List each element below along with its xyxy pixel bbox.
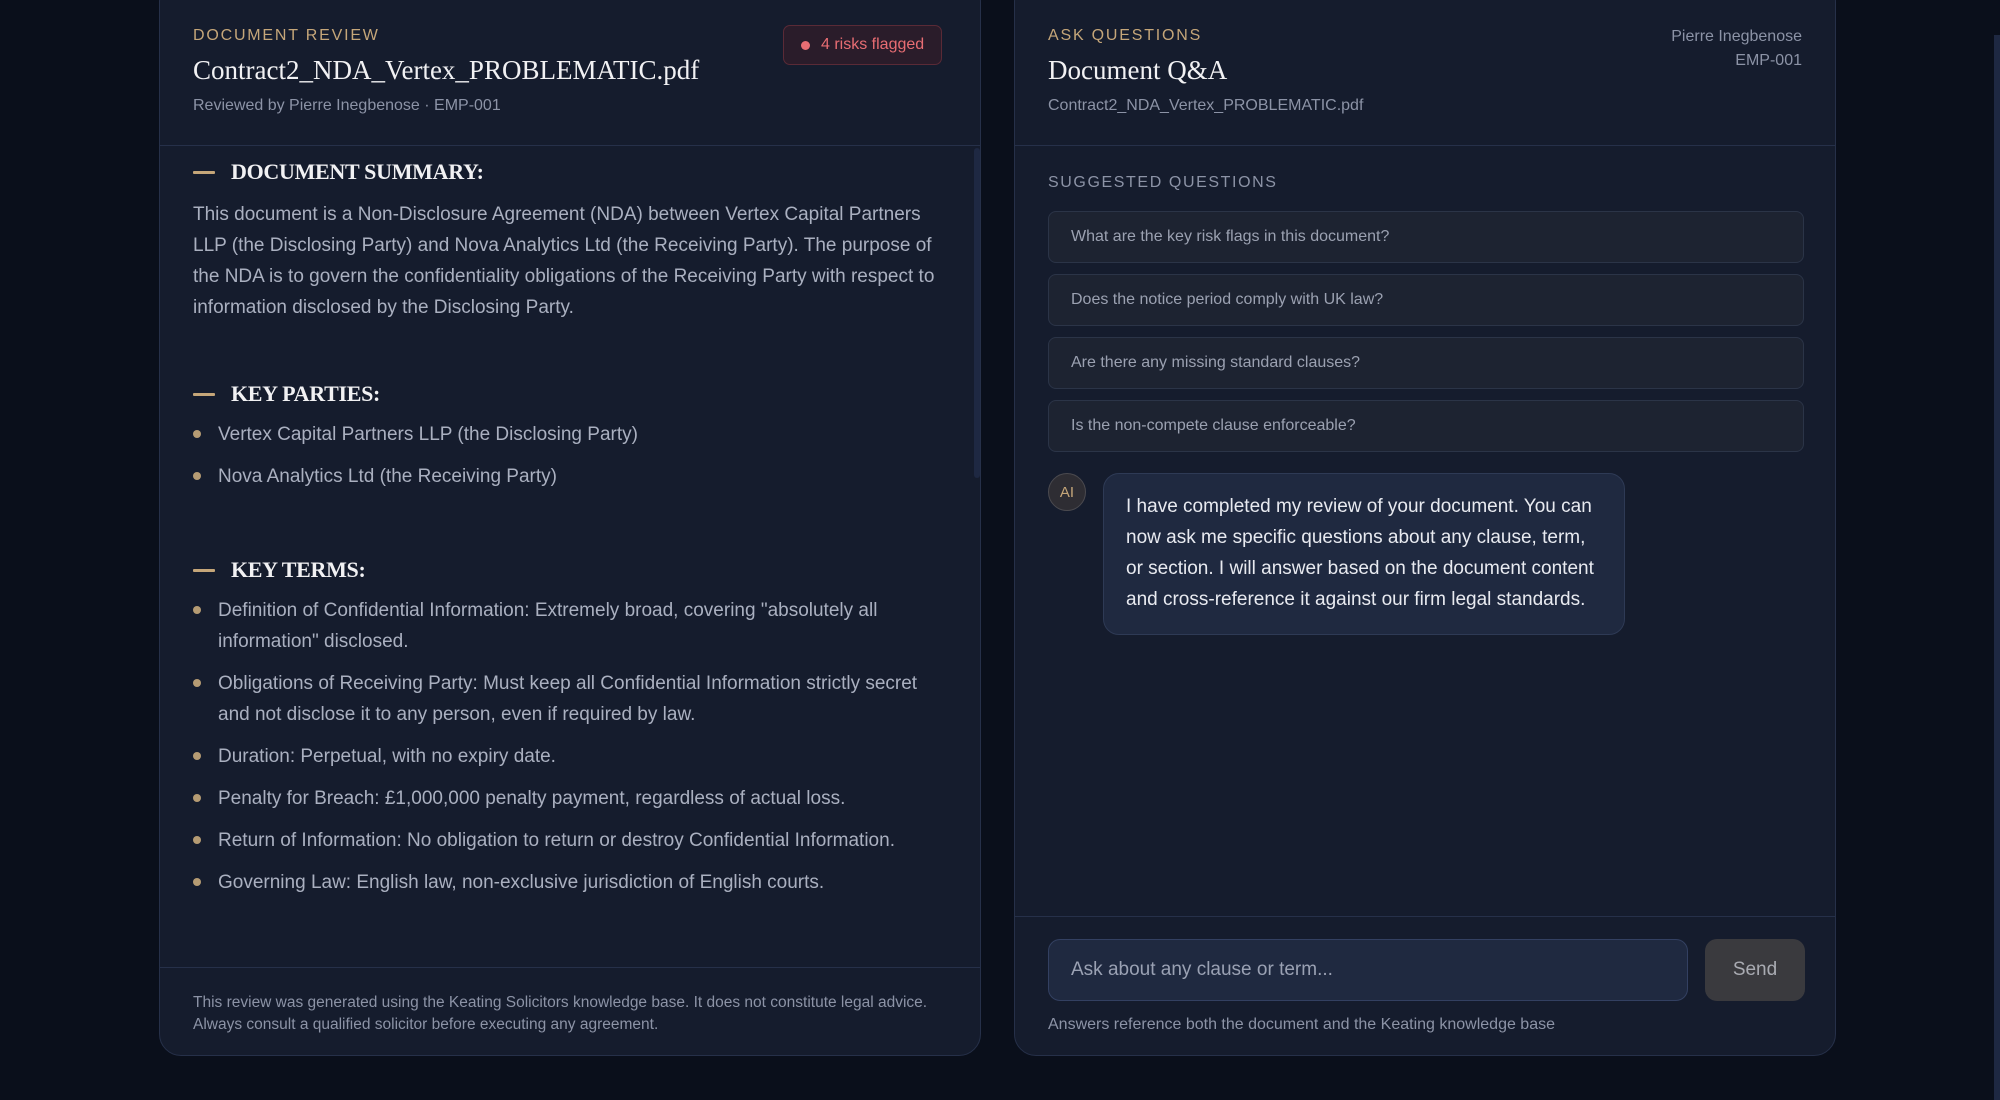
qa-header — [1015, 0, 1835, 146]
message-bubble: I have completed my review of your document. You can now ask me specific questions about any clause, term, or section. I will answer based on the document content and cross-reference it against our firm legal standards. — [1103, 473, 1625, 635]
risk-badge-label: 4 risks flagged — [821, 36, 925, 53]
list-item — [193, 867, 953, 898]
terms-list — [193, 595, 953, 898]
bullet-icon — [193, 430, 201, 438]
section-title: KEY PARTIES: — [231, 381, 381, 406]
reviewed-by: Reviewed by Pierre Inegbenose · EMP-001 — [193, 97, 501, 114]
qa-document-name: Contract2_NDA_Vertex_PROBLEMATIC.pdf — [1048, 97, 1364, 114]
list-item-text: Penalty for Breach: £1,000,000 penalty payment, regardless of actual loss. — [218, 788, 846, 809]
risk-badge — [783, 25, 942, 65]
suggested-questions-label: SUGGESTED QUESTIONS — [1048, 174, 1278, 191]
list-item-text: Obligations of Receiving Party: Must keep all Confidential Information strictly secret and not disclose it to any person, even if required by law. — [218, 673, 918, 725]
list-item-text: Return of Information: No obligation to return or destroy Confidential Information. — [218, 830, 895, 851]
bullet-icon — [193, 679, 201, 687]
section-parties — [193, 379, 953, 503]
composer-note: Answers reference both the document and the Keating knowledge base — [1048, 1016, 1555, 1033]
suggested-question-button[interactable]: Are there any missing standard clauses? — [1048, 337, 1804, 389]
document-title: Contract2_NDA_Vertex_PROBLEMATIC.pdf — [193, 55, 700, 85]
suggested-question-button[interactable]: Does the notice period comply with UK law? — [1048, 274, 1804, 326]
list-item — [193, 461, 953, 492]
list-item — [193, 668, 953, 730]
section-terms — [193, 555, 953, 909]
suggested-question-button[interactable]: What are the key risk flags in this document? — [1048, 211, 1804, 263]
chat-message — [1048, 473, 1625, 635]
ai-avatar: AI — [1048, 473, 1086, 511]
bullet-icon — [193, 836, 201, 844]
qa-eyebrow: ASK QUESTIONS — [1048, 27, 1203, 44]
section-header — [193, 555, 953, 585]
summary-text: This document is a Non-Disclosure Agreement (NDA) between Vertex Capital Partners LLP (the Disclosing Party) and Nova Analytics Ltd (the Receiving Party). The purpose of the NDA is to govern the confidentiality obligations of the Receiving Party with respect to information disclosed by the Disclosing Party. — [193, 204, 935, 318]
list-item — [193, 825, 953, 856]
bullet-icon — [193, 606, 201, 614]
dash-icon — [193, 393, 215, 396]
review-body[interactable] — [160, 147, 980, 947]
risk-dot-icon — [801, 41, 810, 50]
suggested-questions — [1048, 211, 1804, 463]
list-item — [193, 419, 953, 450]
list-item-text: Definition of Confidential Information: Extremely broad, covering "absolutely all information" disclosed. — [218, 600, 878, 652]
list-item-text: Nova Analytics Ltd (the Receiving Party) — [218, 466, 557, 487]
review-header — [160, 0, 980, 146]
user-id: EMP-001 — [1735, 52, 1802, 69]
section-header — [193, 379, 953, 409]
review-disclaimer: This review was generated using the Keating Solicitors knowledge base. It does not constitute legal advice. Always consult a qualified solicitor before executing any agreement. — [160, 967, 980, 1056]
bullet-icon — [193, 878, 201, 886]
bullet-icon — [193, 752, 201, 760]
question-input[interactable] — [1048, 939, 1688, 1001]
qa-title: Document Q&A — [1048, 55, 1228, 85]
user-info — [1671, 25, 1802, 73]
section-summary — [193, 157, 953, 323]
list-item-text: Vertex Capital Partners LLP (the Disclosing Party) — [218, 424, 638, 445]
qa-panel — [1014, 0, 1836, 1056]
section-title: DOCUMENT SUMMARY: — [231, 159, 484, 184]
send-button[interactable]: Send — [1705, 939, 1805, 1001]
dash-icon — [193, 171, 215, 174]
list-item — [193, 741, 953, 772]
parties-list — [193, 419, 953, 492]
bullet-icon — [193, 472, 201, 480]
composer — [1015, 916, 1835, 1056]
list-item — [193, 595, 953, 657]
review-eyebrow: DOCUMENT REVIEW — [193, 27, 380, 44]
review-scrollbar[interactable] — [974, 148, 980, 478]
document-review-panel — [159, 0, 981, 1056]
page-scrollbar[interactable] — [1994, 35, 2000, 1100]
suggested-question-button[interactable]: Is the non-compete clause enforceable? — [1048, 400, 1804, 452]
user-name: Pierre Inegbenose — [1671, 28, 1802, 45]
list-item — [193, 783, 953, 814]
list-item-text: Duration: Perpetual, with no expiry date. — [218, 746, 556, 767]
section-title: KEY TERMS: — [231, 557, 366, 582]
bullet-icon — [193, 794, 201, 802]
dash-icon — [193, 569, 215, 572]
list-item-text: Governing Law: English law, non-exclusive jurisdiction of English courts. — [218, 872, 825, 893]
section-header — [193, 157, 953, 187]
